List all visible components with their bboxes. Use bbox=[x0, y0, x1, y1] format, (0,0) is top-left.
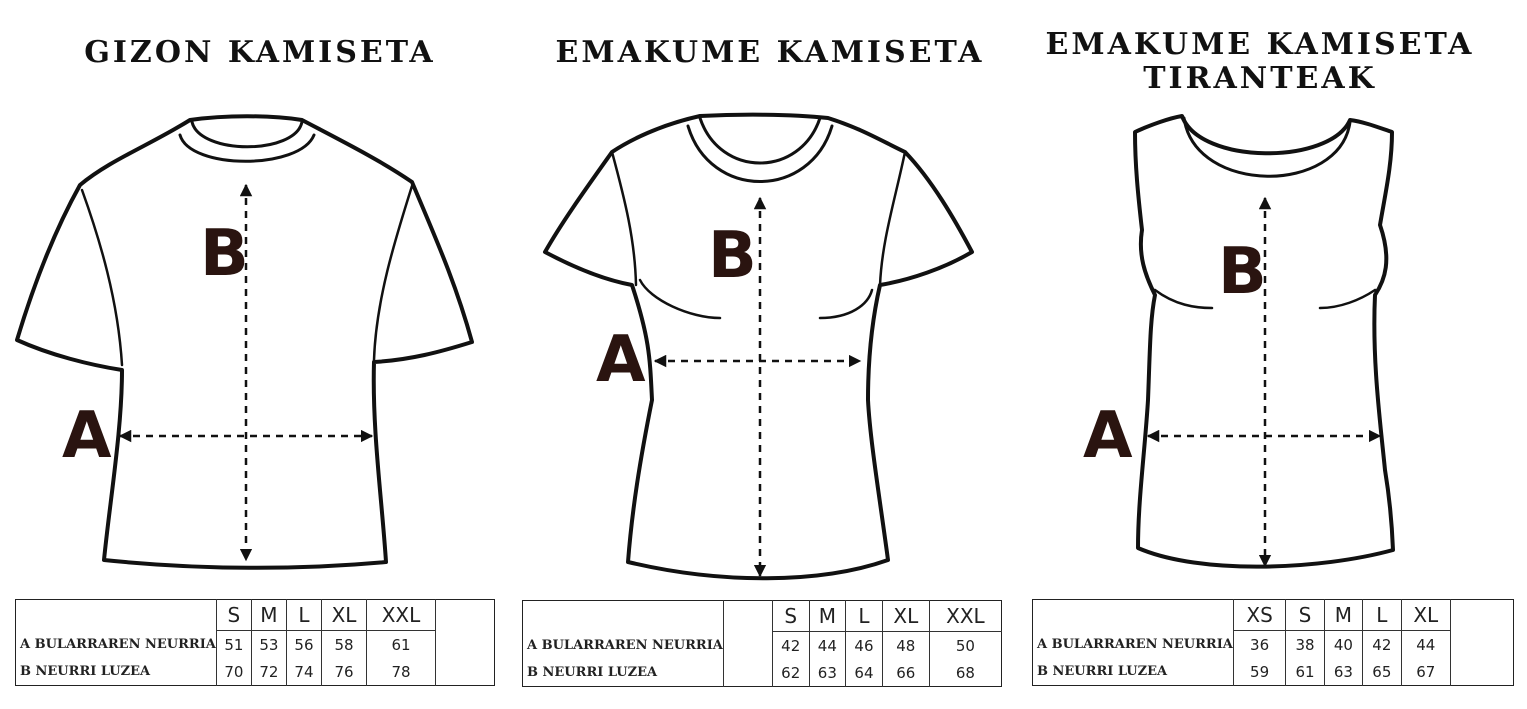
a-value: 44 bbox=[1401, 631, 1450, 659]
a-value: 40 bbox=[1324, 631, 1362, 659]
empty-cell bbox=[1451, 658, 1514, 686]
b-value: 59 bbox=[1233, 658, 1285, 686]
a-value: 56 bbox=[286, 631, 321, 659]
mens-a-label: A bbox=[62, 399, 112, 473]
b-value: 78 bbox=[367, 658, 436, 686]
size-header: XS bbox=[1233, 600, 1285, 631]
a-value: 42 bbox=[772, 632, 809, 660]
b-value: 61 bbox=[1286, 658, 1324, 686]
mens-size-table bbox=[15, 599, 495, 686]
size-header: M bbox=[809, 601, 846, 632]
b-value: 72 bbox=[251, 658, 286, 686]
b-value: 70 bbox=[216, 658, 251, 686]
b-value: 63 bbox=[1324, 658, 1362, 686]
a-value: 44 bbox=[809, 632, 846, 660]
empty-column bbox=[1451, 600, 1514, 631]
tank-b-label: B bbox=[1218, 235, 1267, 309]
b-value: 67 bbox=[1401, 658, 1450, 686]
a-value: 38 bbox=[1286, 631, 1324, 659]
b-value: 68 bbox=[929, 659, 1001, 687]
a-value: 61 bbox=[367, 631, 436, 659]
size-header: L bbox=[1363, 600, 1401, 631]
a-value: 53 bbox=[251, 631, 286, 659]
header-spacer bbox=[1033, 600, 1234, 631]
row-a-label: A BULARRAREN NEURRIA bbox=[1037, 636, 1233, 652]
empty-cell bbox=[1451, 631, 1514, 659]
womens-tanktop-title: EMAKUME KAMISETA TIRANTEAK bbox=[1045, 27, 1475, 96]
row-a-label: A BULARRAREN NEURRIA bbox=[527, 637, 723, 653]
header-spacer bbox=[523, 601, 724, 632]
womens-a-label: A bbox=[596, 323, 646, 397]
tank-a-label: A bbox=[1083, 399, 1133, 473]
mens-b-label: B bbox=[200, 217, 249, 291]
a-value: 42 bbox=[1363, 631, 1401, 659]
size-header: XXL bbox=[367, 600, 436, 631]
size-header: S bbox=[1286, 600, 1324, 631]
size-header: L bbox=[286, 600, 321, 631]
b-value: 64 bbox=[846, 659, 883, 687]
size-header: S bbox=[772, 601, 809, 632]
b-value: 63 bbox=[809, 659, 846, 687]
empty-column bbox=[723, 601, 772, 632]
row-b-label: B NEURRI LUZEA bbox=[527, 665, 658, 680]
empty-cell bbox=[723, 632, 772, 660]
empty-cell bbox=[436, 658, 495, 686]
womens-tshirt-title: EMAKUME KAMISETA bbox=[555, 35, 985, 70]
womens-b-label: B bbox=[708, 219, 757, 293]
a-value: 50 bbox=[929, 632, 1001, 660]
size-header: M bbox=[1324, 600, 1362, 631]
empty-column bbox=[436, 600, 495, 631]
b-value: 66 bbox=[882, 659, 929, 687]
empty-cell bbox=[436, 631, 495, 659]
header-spacer bbox=[16, 600, 217, 631]
b-value: 74 bbox=[286, 658, 321, 686]
size-header: XL bbox=[321, 600, 366, 631]
a-value: 46 bbox=[846, 632, 883, 660]
size-header: S bbox=[216, 600, 251, 631]
a-value: 48 bbox=[882, 632, 929, 660]
row-b-label: B NEURRI LUZEA bbox=[1037, 664, 1168, 679]
b-value: 76 bbox=[321, 658, 366, 686]
b-value: 62 bbox=[772, 659, 809, 687]
b-value: 65 bbox=[1363, 658, 1401, 686]
size-header: XL bbox=[882, 601, 929, 632]
mens-tshirt-title: GIZON KAMISETA bbox=[84, 35, 436, 70]
size-header: M bbox=[251, 600, 286, 631]
womens-size-table bbox=[522, 600, 1002, 687]
size-header: XXL bbox=[929, 601, 1001, 632]
size-header: L bbox=[846, 601, 883, 632]
row-b-label: B NEURRI LUZEA bbox=[20, 664, 151, 679]
tanktop-size-table bbox=[1032, 599, 1514, 686]
mens-tshirt-drawing bbox=[17, 116, 472, 568]
a-value: 36 bbox=[1233, 631, 1285, 659]
empty-cell bbox=[723, 659, 772, 687]
a-value: 51 bbox=[216, 631, 251, 659]
size-header: XL bbox=[1401, 600, 1450, 631]
row-a-label: A BULARRAREN NEURRIA bbox=[20, 636, 216, 652]
a-value: 58 bbox=[321, 631, 366, 659]
